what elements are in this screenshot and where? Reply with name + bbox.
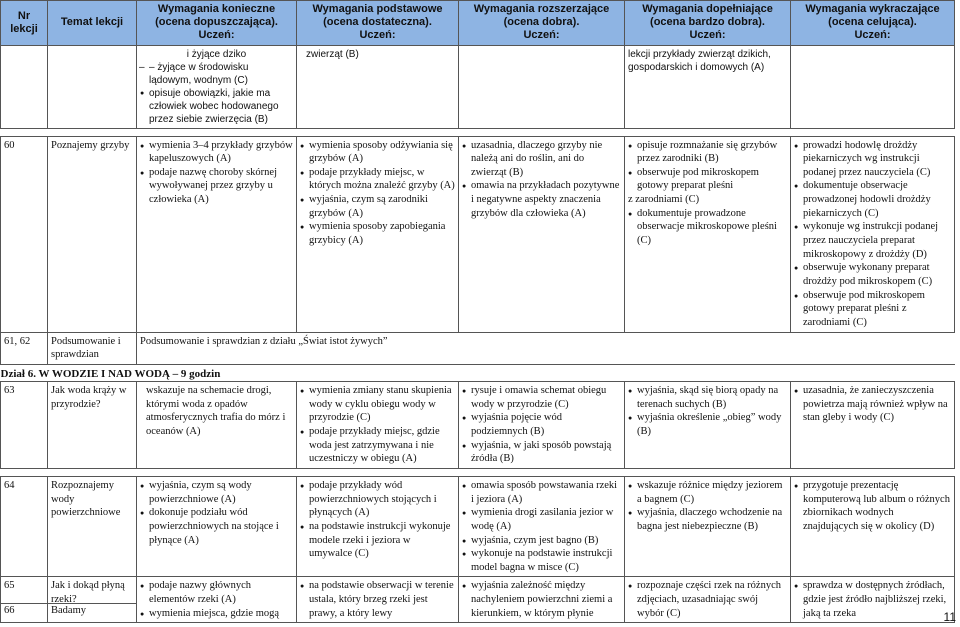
cell-required [137,382,297,469]
cell-nr: 61, 62 [1,332,48,364]
list-item: ● wyjaśnia, czym są zarodniki grzybów (A) [300,193,455,220]
list-item: ● wyjaśnia, dlaczego wchodzenie na bagna jest niebezpieczne (B) [628,506,787,533]
page-number: 11 [943,610,956,624]
list-item: wskazuje na schemacie drogi, którymi woda z opadów atmosferycznych trafia do mórz i oceanów (A) [146,385,286,438]
header-complementary: Wymagania dopełniające (ocena bardzo dobra). Uczeń: [625,1,791,46]
list-item: ● na podstawie obserwacji w terenie ustala, który brzeg rzeki jest prawy, a który lewy [300,579,455,620]
cell-exceeding [791,476,955,576]
cell-extended [459,45,625,128]
list-item: ● wyjaśnia, w jaki sposób powstają źródła (B) [462,439,621,466]
list-item: ● wymienia zmiany stanu skupienia wody w cyklu obiegu wody w przyrodzie (C) [300,384,455,425]
cell-basic [297,136,459,332]
list-item: ● wyjaśnia, czym są wody powierzchniowe (A) [140,479,293,506]
cell-complementary [625,577,791,623]
cell-extended [459,382,625,469]
cell-topic: Rozpoznajemy wody powierzchniowe [48,476,137,576]
cell-complementary [625,136,791,332]
list-item: – – żyjące w środowisku lądowym, wodnym (C) [140,61,293,87]
cell-nr: 63 [1,382,48,469]
cell-nr [1,577,48,623]
lesson-topic: Jak i dokąd płyną rzeki? [51,580,125,606]
header-exceeding: Wymagania wykraczające (ocena celująca). Uczeń: [791,1,955,46]
list-item: ● wskazuje różnice między jeziorem a bagnem (C) [628,479,787,506]
header-extended: Wymagania rozszerzające (ocena dobra). Uczeń: [459,1,625,46]
cell-exceeding [791,577,955,623]
list-item: ● sprawdza w dostępnych źródłach, gdzie jest źródło najbliższej rzeki, jaką ta rzeka [794,579,951,620]
section-row [1,364,955,381]
cell-exceeding [791,136,955,332]
list-item: ● wymienia sposoby odżywiania się grzybów (A) [300,139,455,166]
cell-complementary [625,476,791,576]
list-item: ● przygotuje prezentację komputerową lub album o różnych zbiornikach wodnych znajdujących się w okolicy (D) [794,479,951,534]
cell-required [137,136,297,332]
cell-exceeding [791,45,955,128]
header-required: Wymagania konieczne (ocena dopuszczająca). Uczeń: [137,1,297,46]
list-item: ● wymienia 3–4 przykłady grzybów kapeluszowych (A) [140,139,293,166]
cell-exceeding [791,382,955,469]
cell-required [137,577,297,623]
cell-required [137,45,297,128]
list-item: ● dokumentuje prowadzone obserwacje mikroskopowe pleśni (C) [628,207,787,248]
list-item: ● wyjaśnia, czym jest bagno (B) [462,534,621,548]
cell-complementary [625,45,791,128]
cell-topic: Jak woda krąży w przyrodzie? [48,382,137,469]
list-item: ● obserwuje pod mikroskopem gotowy preparat pleśni z zarodniami (C) [794,289,951,330]
list-item: ● dokumentuje obserwacje prowadzonej hodowli drożdży piekarniczych (C) [794,179,951,220]
cell-basic [297,382,459,469]
list-item: ● podaje nazwy głównych elementów rzeki (A) [140,579,293,606]
header-basic: Wymagania podstawowe (ocena dostateczna). Uczeń: [297,1,459,46]
list-item: ● omawia na przykładach pozytywne i negatywne aspekty znaczenia grzybów dla człowieka (A) [462,179,621,220]
lesson-topic: Badamy [48,603,136,618]
list-item: ● na podstawie instrukcji wykonuje modele rzeki i jeziora w umywalce (C) [300,520,455,561]
cell-topic [48,577,137,623]
list-item: lekcji przykłady zwierząt dzikich, gospodarskich i domowych (A) [628,48,771,73]
lesson-number: 65 [4,580,15,592]
list-item: ● dokonuje podziału wód powierzchniowych na stojące i płynące (A) [140,506,293,547]
list-item: ● podaje przykłady wód powierzchniowych stojących i płynących (A) [300,479,455,520]
cell-required [137,476,297,576]
list-item: ● obserwuje pod mikroskopem gotowy preparat pleśni [628,166,787,193]
table-row [1,332,955,364]
table-row [1,382,955,469]
cell-nr [1,45,48,128]
list-item: ● wykonuje na podstawie instrukcji model bagna w misce (C) [462,547,621,574]
cell-topic: Podsumowanie i sprawdzian [48,332,137,364]
list-item: ● wyjaśnia, skąd się biorą opady na terenach suchych (B) [628,384,787,411]
list-item: zwierząt (B) [306,48,359,60]
list-item: ● wymienia miejsca, gdzie mogą [140,607,293,621]
list-item: ● rozpoznaje części rzek na różnych zdjęciach, uzasadniając swój wybór (C) [628,579,787,620]
list-item: ● obserwuje wykonany preparat drożdży pod mikroskopem (C) [794,261,951,288]
list-item: z zarodniami (C) [628,194,700,206]
list-item: ● uzasadnia, że zanieczyszczenia powietrza mają również wpływ na stan gleby i wody (C) [794,384,951,425]
cell-extended [459,136,625,332]
cell-nr: 60 [1,136,48,332]
table-row [1,136,955,332]
list-item: ● omawia sposób powstawania rzeki i jeziora (A) [462,479,621,506]
list-item: ● wykonuje wg instrukcji podanej przez nauczyciela preparat mikroskopowy z drożdży (D) [794,220,951,261]
list-item: ● uzasadnia, dlaczego grzyby nie należą ani do roślin, ani do zwierząt (B) [462,139,621,180]
list-item: ● wymienia sposoby zapobiegania grzybicy (A) [300,220,455,247]
row-spacer [1,128,955,136]
table-row [1,45,955,128]
list-item: ● opisuje rozmnażanie się grzybów przez zarodniki (B) [628,139,787,166]
cell-topic: Poznajemy grzyby [48,136,137,332]
lesson-number: 66 [1,603,47,618]
list-item: ● podaje przykłady miejsc, w których można znaleźć grzyby (A) [300,166,455,193]
list-item: ● prowadzi hodowlę drożdży piekarniczych wg instrukcji podanej przez nauczyciela (C) [794,139,951,180]
table-row [1,577,955,623]
cell-extended [459,577,625,623]
section-title: Dział 6. W WODZIE I NAD WODĄ – 9 godzin [1,364,955,381]
cell-topic [48,45,137,128]
row-spacer [1,468,955,476]
header-topic: Temat lekcji [48,1,137,46]
cell-basic [297,45,459,128]
cell-complementary [625,382,791,469]
list-item: ● wyjaśnia pojęcie wód podziemnych (B) [462,411,621,438]
cell-extended [459,476,625,576]
list-item: ● podaje przykłady miejsc, gdzie woda jest zatrzymywana i nie uczestniczy w obiegu (A) [300,425,455,466]
list-item: i żyjące dziko [186,48,247,60]
list-item: ● rysuje i omawia schemat obiegu wody w przyrodzie (C) [462,384,621,411]
cell-basic [297,577,459,623]
header-nr: Nr lekcji [1,1,48,46]
list-item: ● wyjaśnia określenie „obieg” wody (B) [628,411,787,438]
table-row [1,476,955,576]
list-item: ● wymienia drogi zasilania jezior w wodę (A) [462,506,621,533]
list-item: ● podaje nazwę choroby skórnej wywoływanej przez grzyby u człowieka (A) [140,166,293,207]
cell-basic [297,476,459,576]
summary-text: Podsumowanie i sprawdzian z działu „Świat istot żywych” [137,332,955,364]
list-item: ● wyjaśnia zależność między nachyleniem powierzchni ziemi a kierunkiem, w którym płynie [462,579,621,620]
list-item: ● opisuje obowiązki, jakie ma człowiek wobec hodowanego przez siebie zwierzęcia (B) [140,87,293,126]
header-row [1,1,955,46]
cell-nr: 64 [1,476,48,576]
